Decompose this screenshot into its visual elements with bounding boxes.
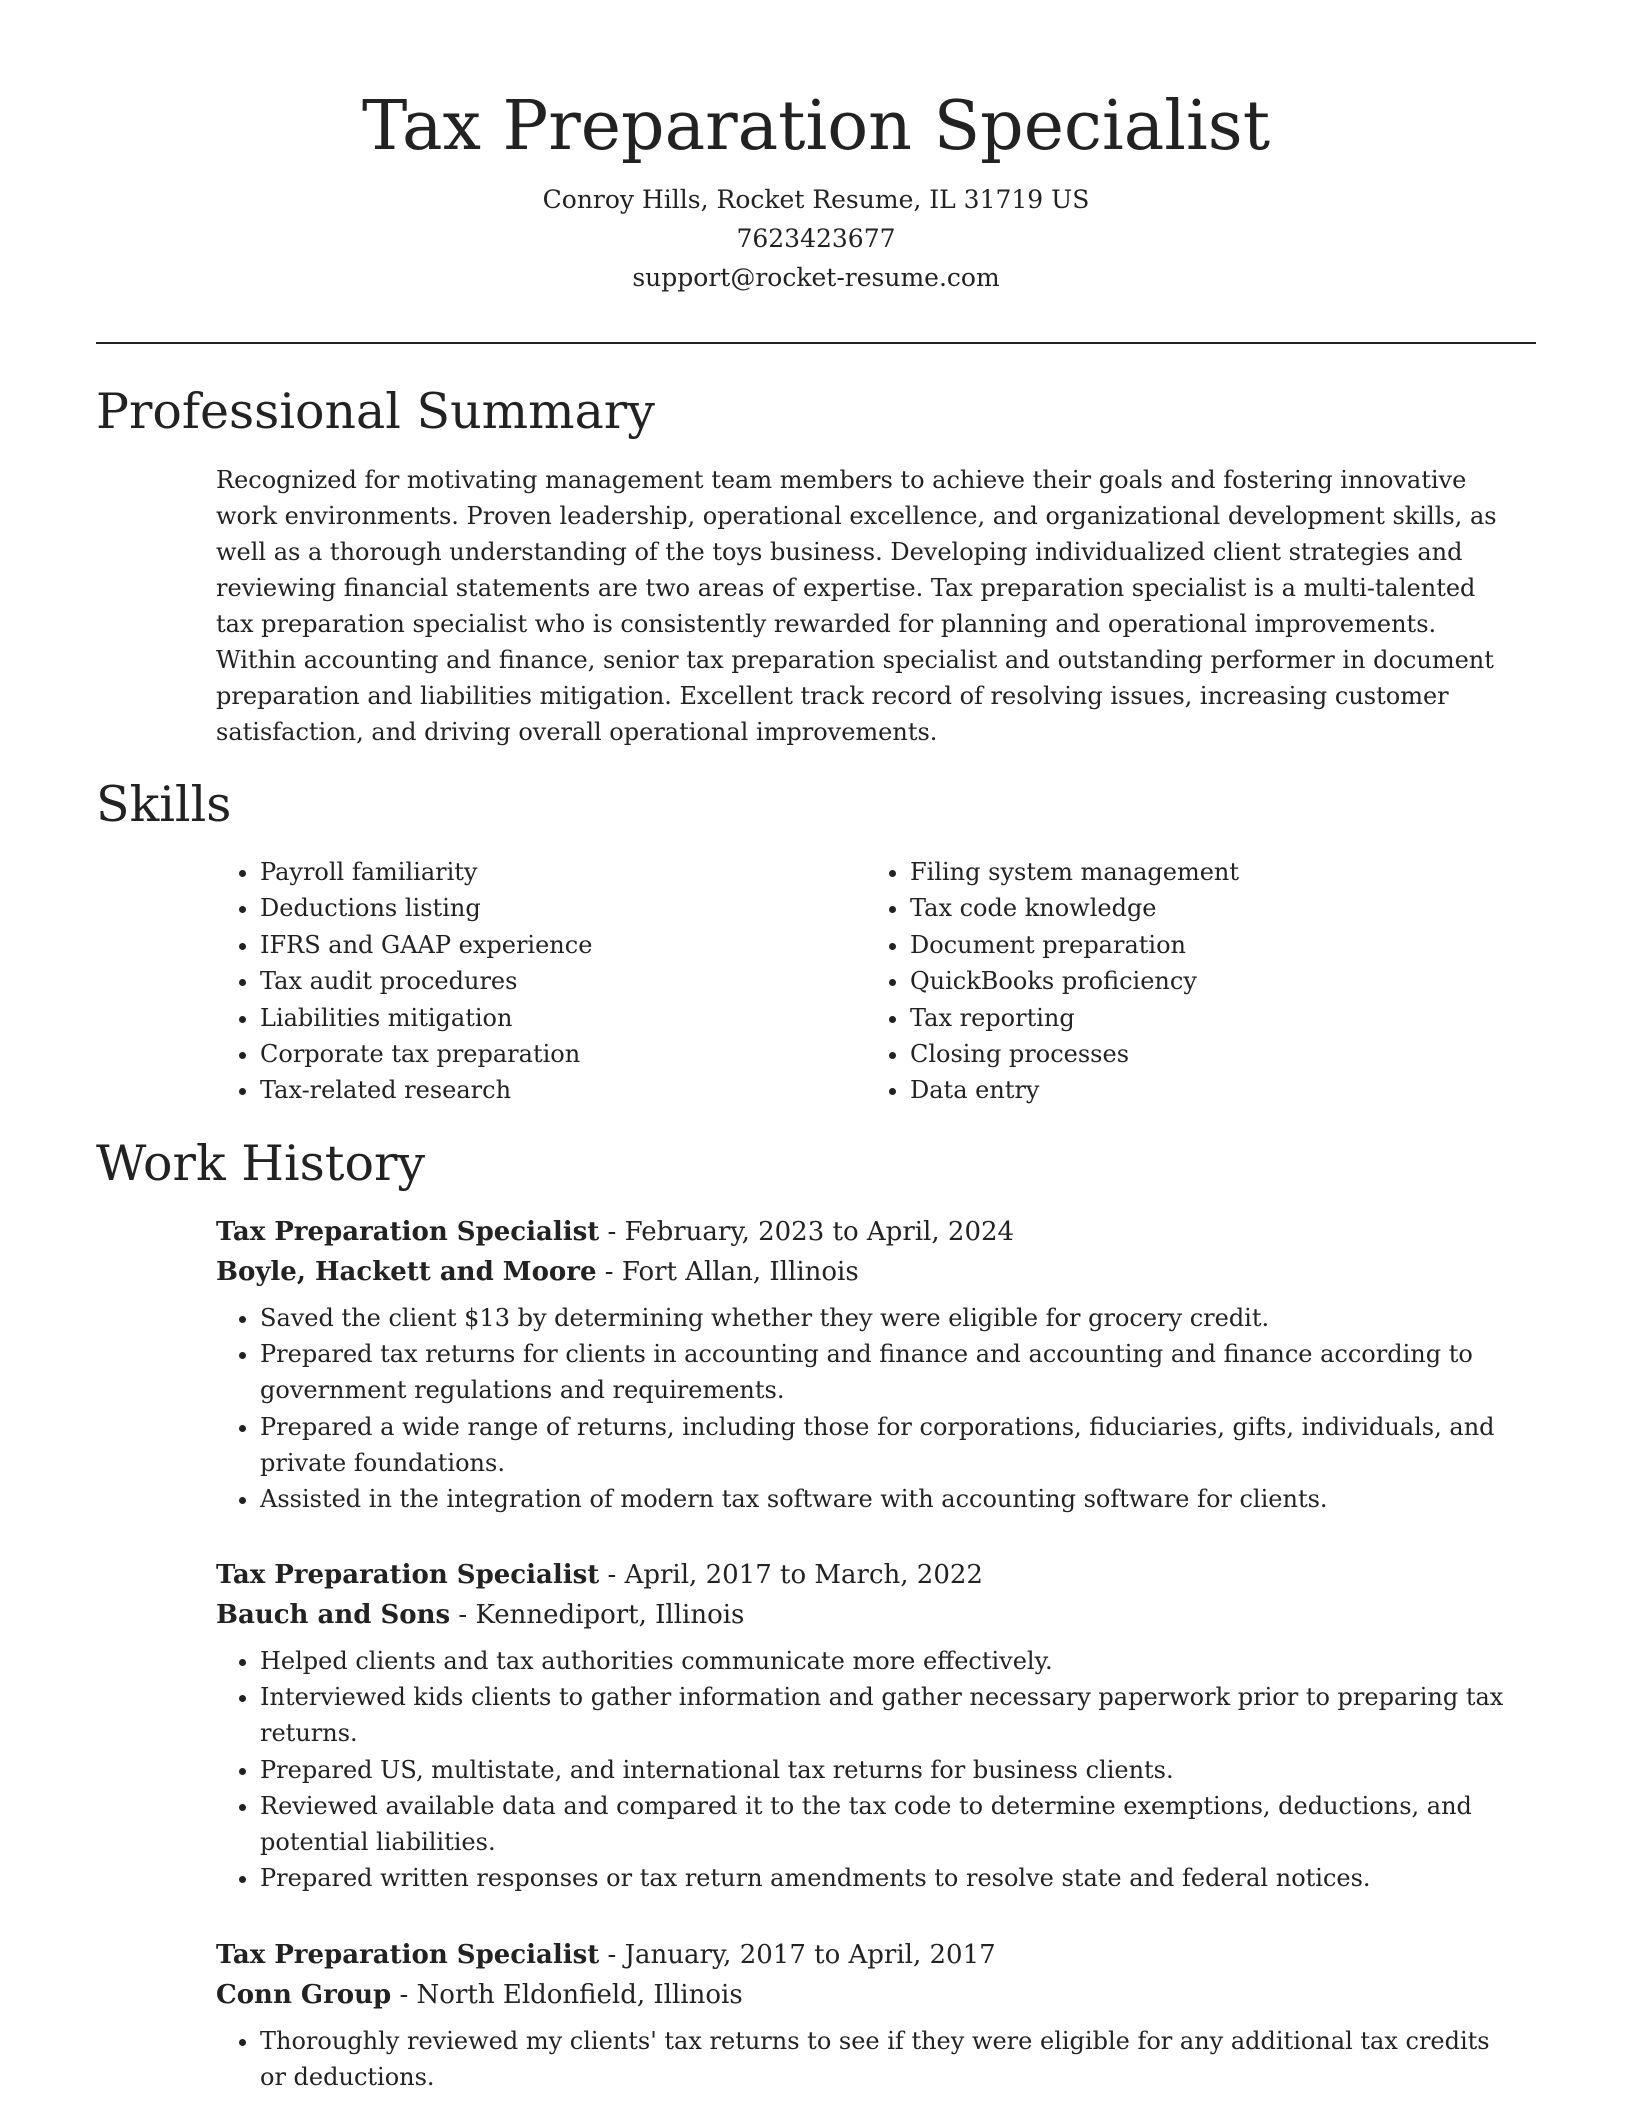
skill-item: • Tax audit procedures <box>260 963 860 999</box>
skill-item: • Deductions listing <box>260 890 860 926</box>
job-dates: - February, 2023 to April, 2024 <box>599 1217 1015 1247</box>
job-bullet: • Reviewed available data and compared it to the tax code to determine exemptions, deductions, and potential liabilities. <box>260 1788 1516 1860</box>
skill-item: • Tax code knowledge <box>910 890 1510 926</box>
job-dates: - April, 2017 to March, 2022 <box>599 1560 983 1590</box>
job-bullet: • Helped clients and tax authorities communicate more effectively. <box>260 1643 1516 1679</box>
email-address: support@rocket-resume.com <box>632 263 1000 292</box>
job-role: Tax Preparation Specialist <box>216 1560 600 1590</box>
resume-header <box>0 0 1632 297</box>
skill-item: • Corporate tax preparation <box>260 1036 860 1072</box>
job-company-line <box>216 1595 1516 1635</box>
job-bullet: • Prepared a wide range of returns, including those for corporations, fiduciaries, gifts, individuals, and private foundations. <box>260 1409 1516 1481</box>
job-company-line <box>216 1252 1516 1292</box>
job-bullet: • Prepared US, multistate, and international tax returns for business clients. <box>260 1752 1516 1788</box>
skills-heading: Skills <box>96 776 232 833</box>
job-bullet: • Thoroughly reviewed my clients' tax returns to see if they were eligible for any additional tax credits or deductions. <box>260 2023 1516 2095</box>
job-entry <box>216 1555 1516 1896</box>
skills-list-left <box>216 854 860 1109</box>
skills-list-right <box>866 854 1510 1109</box>
skill-item: • Data entry <box>910 1072 1510 1108</box>
job-dates: - January, 2017 to April, 2017 <box>599 1940 996 1970</box>
summary-text: Recognized for motivating management team members to achieve their goals and fostering innovative work environments. Proven leadership, operational excellence, and organizational development skills, as well as a thorough understanding of the toys business. Developing individualized client strategies and reviewing financial statements are two areas of expertise. Tax preparation specialist is a multi-talented tax preparation specialist who is consistently rewarded for planning and operational improvements. Within accounting and finance, senior tax preparation specialist and outstanding performer in document preparation and liabilities mitigation. Excellent track record of resolving issues, increasing customer satisfaction, and driving overall operational improvements. <box>216 466 1497 746</box>
skill-item: • QuickBooks proficiency <box>910 963 1510 999</box>
job-location: - North Eldonfield, Illinois <box>391 1980 743 2010</box>
job-bullet: • Saved the client $13 by determining whether they were eligible for grocery credit. <box>260 1300 1516 1336</box>
job-title-line <box>216 1212 1516 1252</box>
skill-item: • Closing processes <box>910 1036 1510 1072</box>
skill-item: • Payroll familiarity <box>260 854 860 890</box>
job-company: Boyle, Hackett and Moore <box>216 1257 597 1287</box>
job-company: Conn Group <box>216 1980 392 2010</box>
contact-block <box>0 180 1632 297</box>
skill-item: • Tax reporting <box>910 1000 1510 1036</box>
job-role: Tax Preparation Specialist <box>216 1217 600 1247</box>
header-divider <box>96 342 1536 344</box>
skill-item: • Filing system management <box>910 854 1510 890</box>
skill-item: • Document preparation <box>910 927 1510 963</box>
summary-heading: Professional Summary <box>96 383 655 440</box>
job-bullet: • Assisted in the integration of modern tax software with accounting software for clients. <box>260 1481 1516 1517</box>
job-location: - Fort Allan, Illinois <box>596 1257 859 1287</box>
job-bullet: • Prepared written responses or tax return amendments to resolve state and federal notices. <box>260 1860 1516 1896</box>
job-company-line <box>216 1975 1516 2015</box>
summary-section <box>216 462 1516 750</box>
skill-item: • IFRS and GAAP experience <box>260 927 860 963</box>
skill-item: • Tax-related research <box>260 1072 860 1108</box>
job-title-line <box>216 1935 1516 1975</box>
candidate-name: Tax Preparation Specialist <box>361 87 1271 166</box>
job-entry <box>216 1212 1516 1517</box>
job-title-line <box>216 1555 1516 1595</box>
job-role: Tax Preparation Specialist <box>216 1940 600 1970</box>
job-bullet: • Interviewed kids clients to gather information and gather necessary paperwork prior to preparing tax returns. <box>260 1679 1516 1751</box>
job-entry <box>216 1935 1516 2095</box>
job-bullets <box>216 2023 1516 2095</box>
job-company: Bauch and Sons <box>216 1600 451 1630</box>
phone-number: 7623423677 <box>736 224 896 253</box>
job-bullet: • Prepared tax returns for clients in accounting and finance and accounting and finance according to government regulations and requirements. <box>260 1336 1516 1408</box>
skill-item: • Liabilities mitigation <box>260 1000 860 1036</box>
job-location: - Kennediport, Illinois <box>450 1600 745 1630</box>
address: Conroy Hills, Rocket Resume, IL 31719 US <box>542 185 1090 214</box>
work-history-heading: Work History <box>96 1135 426 1192</box>
job-bullets <box>216 1300 1516 1517</box>
job-bullets <box>216 1643 1516 1896</box>
